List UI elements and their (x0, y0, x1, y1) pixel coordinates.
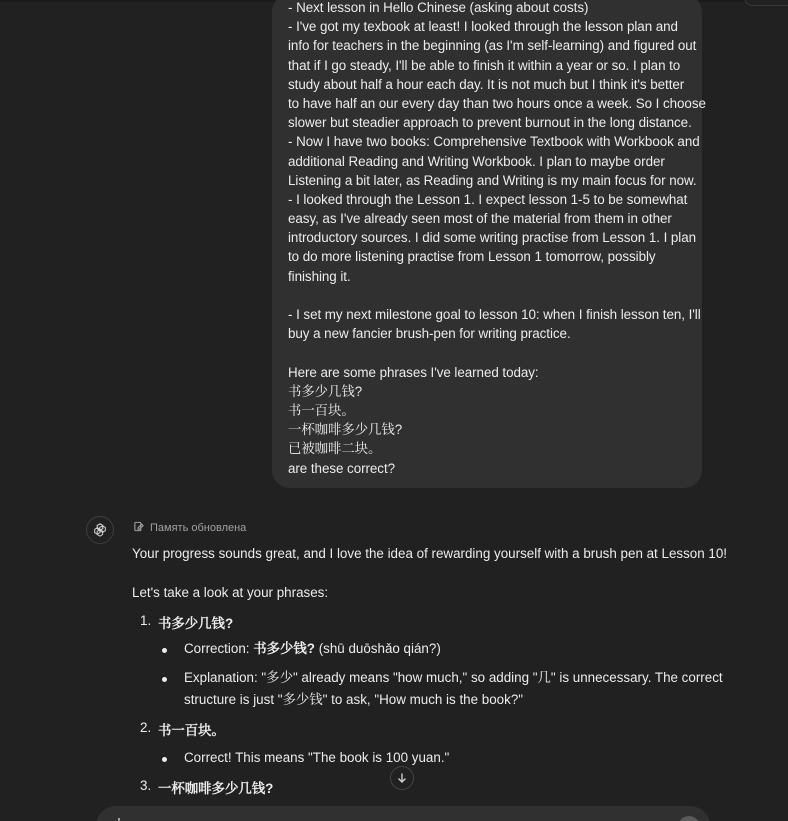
user-message-line: study about half a hour each day. It is not much but I think it's better (288, 76, 685, 92)
user-message-line: easy, as I've already seen most of the material from them in other (288, 211, 672, 227)
user-message-line: finishing it. (288, 268, 351, 284)
plus-icon[interactable] (114, 816, 124, 821)
list-item-title: 书一百块。 (158, 723, 225, 738)
user-message-line (288, 286, 692, 305)
user-message-text (288, 0, 706, 478)
list-item-title: 一杯咖啡多少几钱? (158, 781, 274, 796)
bullet-dot (162, 677, 167, 682)
bullet-bold: 书多少钱? (253, 641, 315, 656)
user-message-line: Listening a bit later, as Reading and Writing is my main focus for now. (288, 172, 697, 188)
list-item-number: 1. (140, 613, 152, 628)
list-item-title: 书多少几钱? (158, 616, 234, 631)
user-message-line: - Next lesson in Hello Chinese (asking about costs) (288, 0, 589, 15)
user-message-line: 已被咖啡二块。 (288, 441, 382, 457)
user-message-line: - I've got my texbook at least! I looked through the lesson plan and (288, 19, 678, 35)
user-message-bubble (272, 0, 706, 488)
arrow-down-icon (396, 769, 408, 788)
memory-updated-indicator[interactable] (133, 521, 246, 535)
list-item-number: 2. (140, 720, 152, 735)
user-message-line: to do more listening practise from Lesson 1 tomorrow, possibly (288, 249, 656, 265)
top-right-control[interactable] (744, 0, 788, 6)
user-message-line: - I set my next milestone goal to lesson 10: when I finish lesson ten, I'll (288, 307, 701, 322)
message-composer[interactable] (96, 806, 710, 821)
user-message-line: Here are some phrases I've learned today: (288, 364, 539, 380)
user-message-line: to have half an our every day than two hours once a week. So I choose (288, 95, 706, 111)
bullet-text (184, 638, 441, 660)
user-message-line: slower but steadier approach to prevent burnout in the long distance. (288, 115, 692, 131)
bullet-prefix: Correction: (184, 641, 254, 656)
user-message-line: 一杯咖啡多少几钱? (288, 422, 403, 438)
bullet-text: Correct! This means "The book is 100 yuan." (184, 750, 450, 765)
user-message-line: 书一百块。 (288, 402, 355, 418)
bullet-dot (162, 648, 167, 653)
user-message-line: buy a new fancier brush-pen for writing practice. (288, 326, 571, 342)
user-message-line: are these correct? (288, 460, 396, 476)
user-message-line: info for teachers in the beginning (as I'm self-learning) and figured out (288, 38, 697, 54)
scroll-to-bottom-button[interactable] (390, 766, 414, 790)
user-message-line: 书多少几钱? (288, 383, 363, 399)
bullet-rest: (shū duōshǎo qián?) (314, 641, 441, 656)
user-message-line: additional Reading and Writing Workbook. I plan to maybe order (288, 153, 665, 169)
user-message-line: - Now I have two books: Comprehensive Textbook with Workbook and (288, 134, 700, 150)
bullet-dot (162, 757, 167, 762)
memory-updated-icon (133, 521, 144, 535)
user-message-line: introductory sources. I did some writing practise from Lesson 1. I plan (288, 230, 697, 246)
answer-lead: Let's take a look at your phrases: (132, 585, 329, 600)
answer-intro: Your progress sounds great, and I love the idea of rewarding yourself with a brush pen at Lesson 10! (132, 546, 728, 561)
memory-updated-label: Память обновлена (150, 522, 247, 534)
user-message-line: - I looked through the Lesson 1. I expect lesson 1-5 to be somewhat (288, 191, 688, 207)
voice-button[interactable] (678, 816, 700, 821)
user-message-line (288, 343, 692, 362)
user-message-line: that if I go steady, I'll be able to finish it within a year or so. I plan to (288, 57, 681, 73)
bullet-text-continuation: structure is just "多少钱" to ask, "How much is the book?" (184, 692, 524, 707)
list-item-number: 3. (140, 778, 152, 793)
openai-logo-icon (86, 516, 114, 544)
bullet-text: Explanation: "多少" already means "how much," so adding "几" is unnecessary. The correct (184, 670, 723, 685)
